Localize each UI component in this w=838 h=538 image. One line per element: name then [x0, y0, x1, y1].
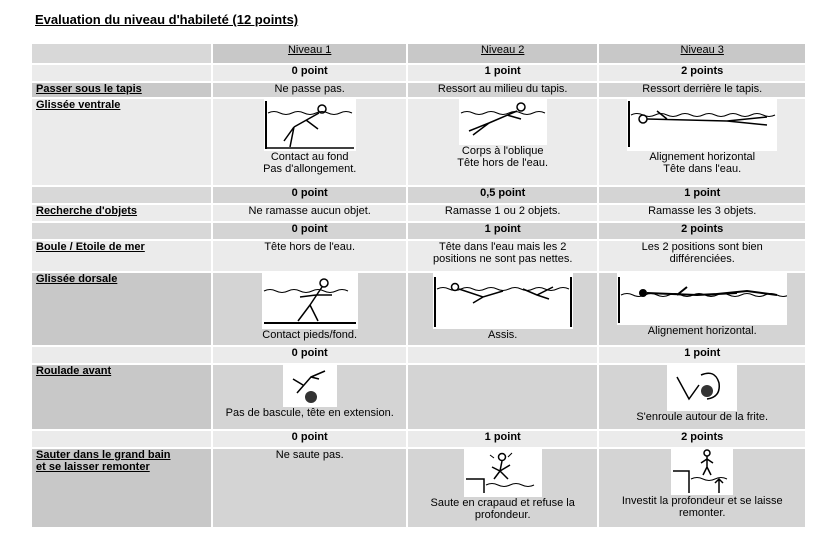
criterion-caption: Investit la profondeur et se laisse remonter. [621, 495, 783, 519]
points-row [32, 431, 805, 447]
points-row-blank [32, 431, 211, 447]
forward-roll-head-extended-icon [283, 365, 337, 407]
points-cell: 0,5 point [408, 187, 597, 203]
criterion-row-boule [32, 241, 805, 271]
points-row [32, 65, 805, 81]
criterion-cell: Tête dans l'eau mais les 2 positions ne sont pas nettes. [408, 241, 597, 271]
criterion-cell: Ramasse les 3 objets. [599, 205, 805, 221]
criterion-cell: Ne ramasse aucun objet. [213, 205, 406, 221]
criterion-caption: S'enroule autour de la frite. [636, 411, 769, 423]
criterion-caption: Contact pieds/fond. [262, 329, 358, 341]
points-row-blank [32, 187, 211, 203]
header-niveau-3: Niveau 3 [599, 44, 805, 63]
criterion-cell [213, 99, 406, 185]
criterion-cell: Ressort au milieu du tapis. [408, 83, 597, 97]
criterion-label: Sauter dans le grand bain et se laisser remonter [32, 449, 211, 527]
criterion-row-objets [32, 205, 805, 221]
criterion-row-glissee-dorsale [32, 273, 805, 345]
criterion-row-glissee-ventrale [32, 99, 805, 185]
points-cell: 1 point [408, 223, 597, 239]
jump-deep-water-icon [671, 449, 733, 495]
points-cell: 0 point [213, 223, 406, 239]
criterion-label: Recherche d'objets [32, 205, 211, 221]
criterion-caption: Corps à l'oblique Tête hors de l'eau. [457, 145, 549, 169]
criterion-cell [408, 273, 597, 345]
points-cell: 2 points [599, 65, 805, 81]
points-cell: 1 point [599, 187, 805, 203]
criterion-label: Glissée dorsale [32, 273, 211, 345]
criterion-cell [599, 273, 805, 345]
points-cell: 1 point [408, 431, 597, 447]
criterion-cell: Ne saute pas. [213, 449, 406, 527]
criterion-caption: Saute en crapaud et refuse la profondeur. [430, 497, 575, 521]
criterion-cell: Ne passe pas. [213, 83, 406, 97]
swimmer-touching-bottom-icon [264, 99, 356, 151]
criterion-cell: Tête hors de l'eau. [213, 241, 406, 271]
back-float-feet-on-bottom-icon [262, 273, 358, 329]
criterion-cell [599, 365, 805, 429]
points-row-blank [32, 347, 211, 363]
criterion-caption: Alignement horizontal Tête dans l'eau. [649, 151, 756, 175]
points-cell: 2 points [599, 431, 805, 447]
criterion-row-roulade [32, 365, 805, 429]
criterion-label: Passer sous le tapis [32, 83, 211, 97]
swimmer-horizontal-icon [627, 99, 777, 151]
page-title: Evaluation du niveau d'habileté (12 points) [35, 12, 299, 27]
criterion-row-sauter [32, 449, 805, 527]
points-row-blank [32, 223, 211, 239]
points-cell: 0 point [213, 65, 406, 81]
criterion-cell: Ramasse 1 ou 2 objets. [408, 205, 597, 221]
criterion-cell [213, 365, 406, 429]
criterion-label: Glissée ventrale [32, 99, 211, 185]
header-corner [32, 44, 211, 63]
criterion-cell: Ressort derrière le tapis. [599, 83, 805, 97]
points-cell: 0 point [213, 187, 406, 203]
criterion-cell [408, 449, 597, 527]
criterion-caption: Contact au fond Pas d'allongement. [263, 151, 357, 175]
criterion-caption: Alignement horizontal. [647, 325, 757, 337]
frog-jump-icon [464, 449, 542, 497]
criterion-cell [408, 99, 597, 185]
back-float-seated-icon [433, 273, 573, 329]
criterion-cell [213, 273, 406, 345]
criterion-cell: Les 2 positions sont bien différenciées. [599, 241, 805, 271]
swimmer-oblique-icon [459, 99, 547, 145]
criterion-row-tapis [32, 83, 805, 97]
header-row [32, 44, 805, 63]
evaluation-table [30, 42, 807, 529]
header-niveau-1: Niveau 1 [213, 44, 406, 63]
forward-roll-curled-icon [667, 365, 737, 411]
points-cell: 0 point [213, 431, 406, 447]
points-cell: 2 points [599, 223, 805, 239]
points-cell: 1 point [599, 347, 805, 363]
criterion-label: Roulade avant [32, 365, 211, 429]
criterion-cell [599, 449, 805, 527]
points-row [32, 223, 805, 239]
points-row-blank [32, 65, 211, 81]
points-row [32, 347, 805, 363]
points-cell: 1 point [408, 65, 597, 81]
header-niveau-2: Niveau 2 [408, 44, 597, 63]
points-cell [408, 347, 597, 363]
criterion-cell [408, 365, 597, 429]
points-row [32, 187, 805, 203]
criterion-label: Boule / Etoile de mer [32, 241, 211, 271]
criterion-caption: Assis. [488, 329, 518, 341]
points-cell: 0 point [213, 347, 406, 363]
criterion-cell [599, 99, 805, 185]
criterion-caption: Pas de bascule, tête en extension. [225, 407, 394, 419]
back-float-horizontal-icon [617, 273, 787, 325]
